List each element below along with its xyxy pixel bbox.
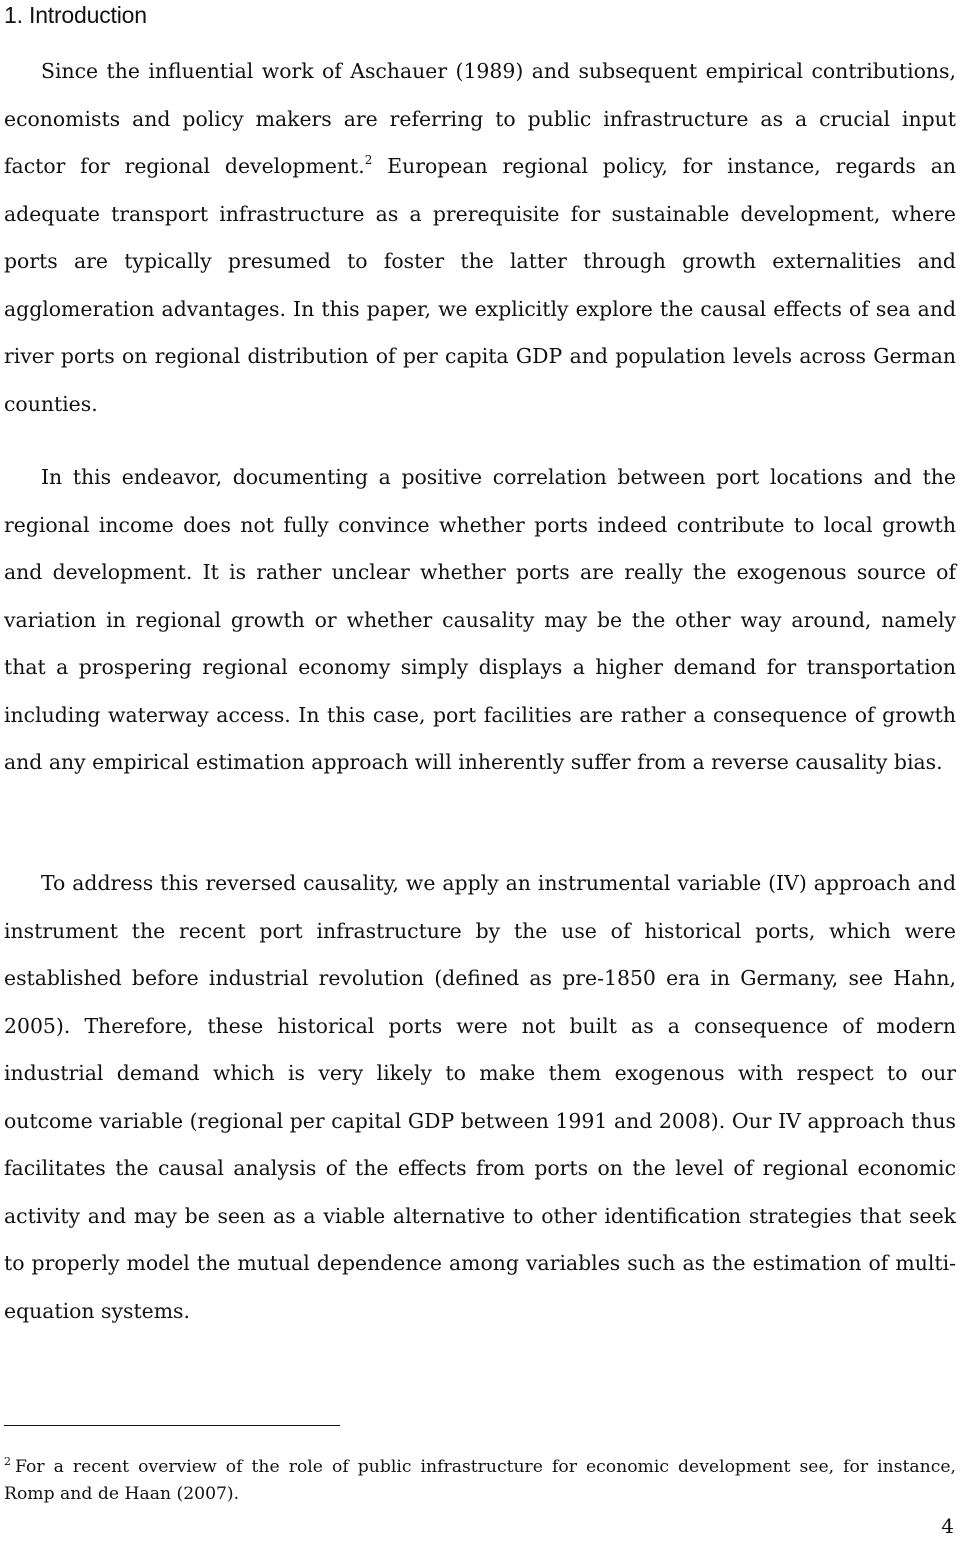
footnote-separator — [4, 1425, 340, 1426]
paragraph-1 — [4, 48, 956, 428]
paragraph-1-text-start: Since the influential work of Aschauer (1989) and subsequent empirical contributions, economists and policy makers are referring to public infrastructure as a crucial input factor for regional development. — [4, 59, 956, 178]
paragraph-1-text-end: European regional policy, for instance, regards an adequate transport infrastructure as a prerequisite for sustainable development, where ports are typically presumed to foster the latter through growth externalities and agglomeration advantages. In this paper, we explicitly explore the causal effects of sea and river ports on regional distribution of per capita GDP and population levels across German counties. — [4, 154, 956, 416]
section-number: 1. — [4, 2, 23, 28]
page-number: 4 — [941, 1514, 954, 1538]
paragraph-2: In this endeavor, documenting a positive correlation between port locations and the regional income does not fully convince whether ports indeed contribute to local growth and development. It is rather unclear whether ports are really the exogenous source of variation in regional growth or whether causality may be the other way around, namely that a prospering regional economy simply displays a higher demand for transportation including waterway access. In this case, port facilities are rather a consequence of growth and any empirical estimation approach will inherently suffer from a reverse causality bias. — [4, 465, 956, 774]
section-title: Introduction — [29, 2, 147, 28]
section-heading — [4, 0, 147, 30]
footnote-reference: 2 — [364, 153, 373, 167]
footnote — [4, 1454, 956, 1508]
footnote-mark: 2 — [4, 1455, 11, 1468]
footnote-text: For a recent overview of the role of public infrastructure for economic development see, for instance, Romp and de Haan (2007). — [4, 1457, 956, 1504]
paragraph-3: To address this reversed causality, we apply an instrumental variable (IV) approach and instrument the recent port infrastructure by the use of historical ports, which were established before industrial revolution (defined as pre-1850 era in Germany, see Hahn, 2005). Therefore, these historical ports were not built as a consequence of modern industrial demand which is very likely to make them exogenous with respect to our outcome variable (regional per capital GDP between 1991 and 2008). Our IV approach thus facilitates the causal analysis of the effects from ports on the level of regional economic activity and may be seen as a viable alternative to other identification strategies that seek to properly model the mutual dependence among variables such as the estimation of multi-equation systems. — [4, 871, 956, 1323]
